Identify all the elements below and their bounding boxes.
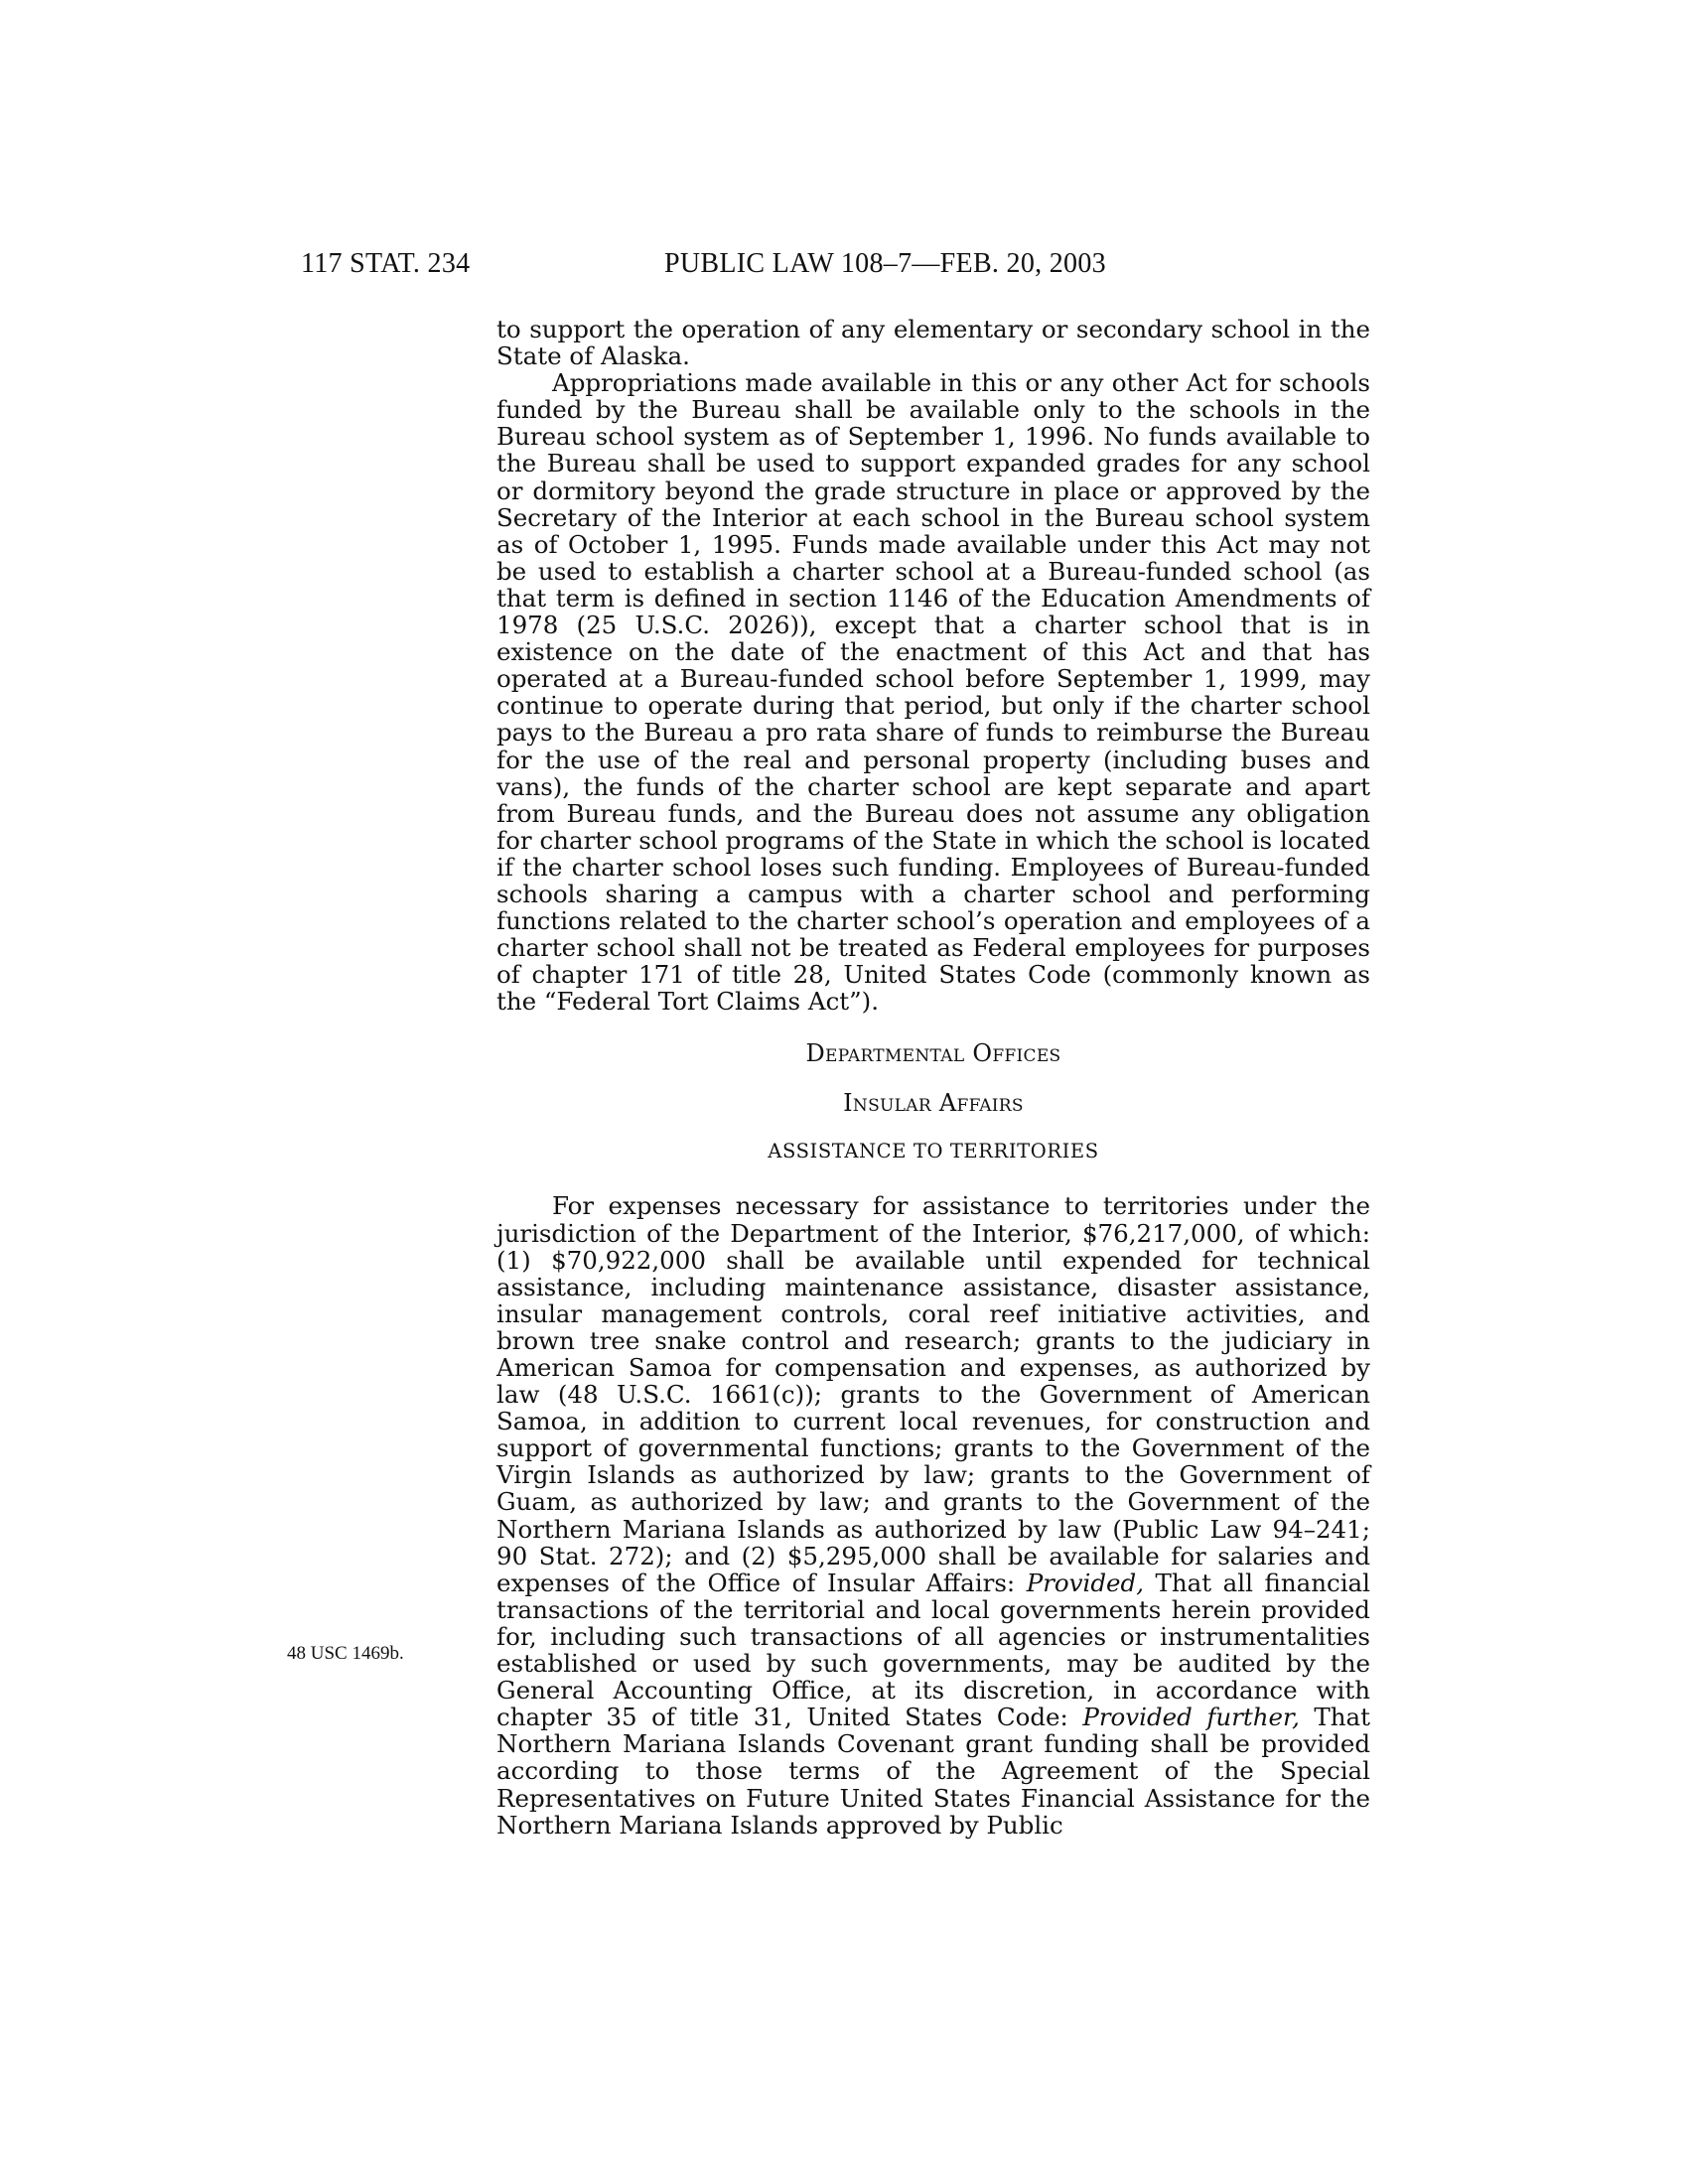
public-law-title: PUBLIC LAW 108–7—FEB. 20, 2003: [664, 248, 1106, 279]
margin-citation: 48 USC 1469b.: [287, 1643, 404, 1664]
text-column: [496, 316, 1370, 1839]
heading-assistance-to-territories: ASSISTANCE TO TERRITORIES: [768, 1140, 1099, 1163]
assistance-text-part1: For expenses necessary for assistance to territories under the jurisdiction of the Department of the Interior, $76,217,000, of which: (1) $70,922,000 shall be available until expended for technical assistance, including maintenance assistance, disaster assistance, insular management controls, coral reef initiative activities, and brown tree snake control and research; grants to the judiciary in American Samoa for compensation and expenses, as authorized by law (48 U.S.C. 1661(c)); grants to the Government of American Samoa, in addition to current local revenues, for construction and support of governmental functions; grants to the Government of the Virgin Islands as authorized by law; grants to the Government of Guam, as authorized by law; and grants to the Government of the Northern Mariana Islands as authorized by law (Public Law 94–241; 90 Stat. 272); and (2) $5,295,000 shall be available for salaries and expenses of the Office of Insular Affairs:: [496, 1191, 1370, 1597]
statute-page-reference: 117 STAT. 234: [301, 248, 471, 279]
assistance-text-part3: That Northern Mariana Islands Covenant grant funding shall be provided according to those terms of the Agreement of the Special Representatives on Future United States Financial Assistance for the Northern Mariana Islands approved by Public: [496, 1703, 1370, 1840]
paragraph-continuation: to support the operation of any elementary or secondary school in the State of Alaska.: [496, 315, 1370, 371]
provided-proviso: Provided,: [1026, 1568, 1144, 1597]
heading-insular-affairs: Insular Affairs: [843, 1089, 1024, 1118]
paragraph-assistance-to-territories: [496, 1192, 1370, 1838]
running-header: [0, 248, 1688, 288]
provided-further-proviso: Provided further,: [1082, 1703, 1300, 1732]
paragraph-appropriations: Appropriations made available in this or any other Act for schools funded by the Bureau shall be available only to the schools in the Bureau school system as of September 1, 1996. No funds available to the Bureau shall be used to support expanded grades for any school or dormitory beyond the grade structure in place or approved by the Secretary of the Interior at each school in the Bureau school system as of October 1, 1995. Funds made available under this Act may not be used to establish a charter school at a Bureau-funded school (as that term is defined in section 1146 of the Education Amendments of 1978 (25 U.S.C. 2026)), except that a charter school that is in existence on the date of the enactment of this Act and that has operated at a Bureau-funded school before September 1, 1999, may continue to operate during that period, but only if the charter school pays to the Bureau a pro rata share of funds to reimburse the Bureau for the use of the real and personal property (including buses and vans), the funds of the charter school are kept separate and apart from Bureau funds, and the Bureau does not assume any obligation for charter school programs of the State in which the school is located if the charter school loses such funding. Employees of Bureau-funded schools sharing a campus with a charter school and performing functions related to the charter school’s operation and employees of a charter school shall not be treated as Federal employees for purposes of chapter 171 of title 28, United States Code (commonly known as the “Federal Tort Claims Act”).: [496, 368, 1370, 1017]
assistance-text-part2: That all financial transactions of the territorial and local governments herein provided for, including such transactions of all agencies or instrumentalities established or used by such governments, may be audited by the General Accounting Office, at its discretion, in accordance with chapter 35 of title 31, United States Code:: [496, 1568, 1370, 1732]
heading-departmental-offices: Departmental Offices: [805, 1039, 1061, 1068]
